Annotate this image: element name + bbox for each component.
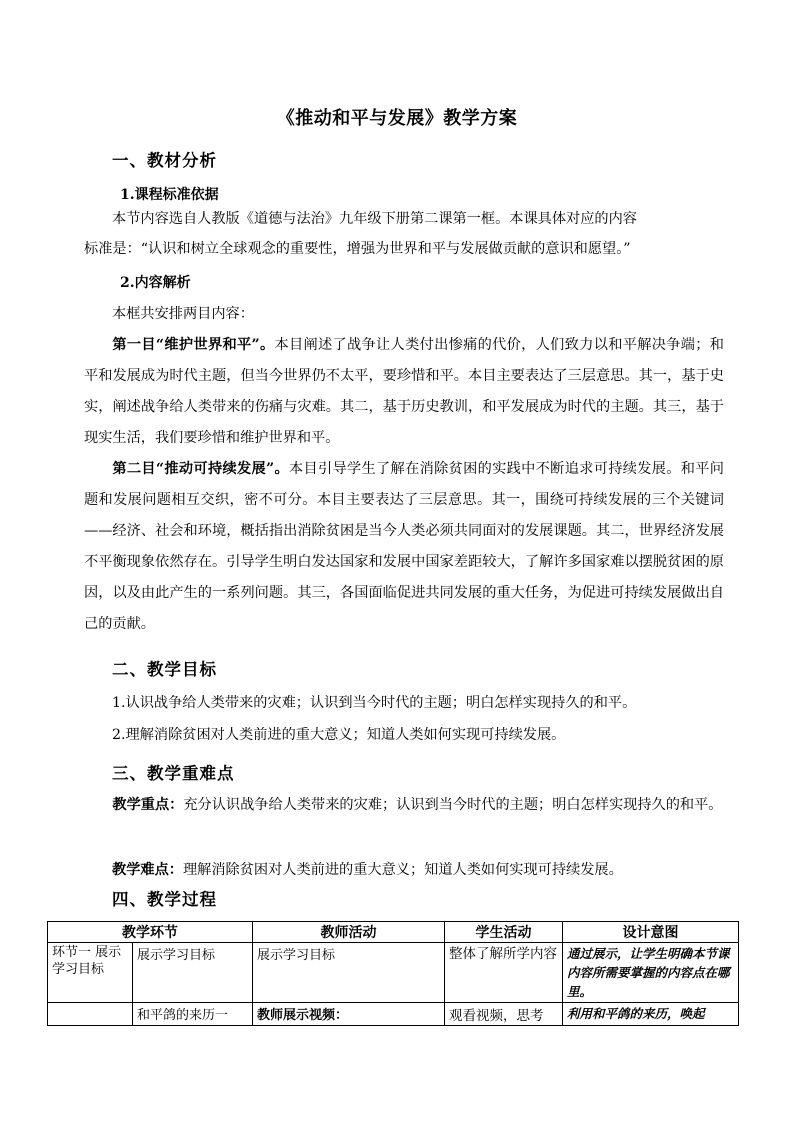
cell-stage (48, 1003, 133, 1026)
second-item-title: 第二目“推动可持续发展”。 (112, 461, 289, 477)
paragraph-key-point (84, 790, 724, 821)
header-stage: 教学环节 (48, 922, 253, 943)
paragraph-line: 本节内容选自人教版《道德与法治》九年级下册第二课第一框。本课具体对应的内容 (112, 211, 637, 227)
teaching-process-table (47, 921, 739, 1026)
section-heading-textbook-analysis: 一、教材分析 (112, 151, 217, 170)
document-title: 《推动和平与发展》教学方案 (276, 108, 518, 129)
cell-student: 整体了解所学内容 (445, 943, 563, 1003)
section-heading-teaching-goals: 二、教学目标 (112, 660, 217, 679)
table-header-row (48, 922, 739, 943)
cell-student: 观看视频，思考 (445, 1003, 563, 1026)
goal-item: 1.认识战争给人类带来的灾难；认识到当今时代的主题；明白怎样实现持久的和平。 (112, 695, 637, 711)
section-heading-key-difficult: 三、教学重难点 (112, 764, 235, 783)
cell-stage: 环节一 展示学习目标 (48, 943, 133, 1003)
key-point-text: 充分认识战争给人类带来的灾难；认识到当今时代的主题；明白怎样实现持久的和平。 (183, 797, 723, 813)
paragraph-difficult-point (112, 859, 762, 879)
difficult-point-text: 理解消除贫困对人类前进的重大意义；知道人类如何实现可持续发展。 (182, 862, 623, 878)
paragraph-second-item (84, 454, 724, 640)
first-item-text: 本目阐述了战争让人类付出惨痛的代价，人们致力以和平解决争端；和平和发展成为时代主题，但当今世界仍不太平，要珍惜和平。本目主要表达了三层意思。其一，基于史实，阐述战争给人类带来的伤痛与灾难。其二，基于历史教训，和平发展成为时代的主题。其三，基于现实生活，我们要珍惜和维护世界和平。 (84, 337, 724, 446)
second-item-text: 本目引导学生了解在消除贫困的实践中不断追求可持续发展。和平问题和发展问题相互交织，密不可分。本目主要表达了三层意思。其一，围绕可持续发展的三个关键词——经济、社会和环境，概括指出消除贫困是当今人类必须共同面对的发展课题。其二，世界经济发展不平衡现象依然存在。引导学生明白发达国家和发展中国家差距较大，了解许多国家难以摆脱贫困的原因，以及由此产生的一系列问题。其三，各国面临促进共同发展的重大任务，为促进可持续发展做出自己的贡献。 (84, 461, 724, 632)
header-design: 设计意图 (563, 922, 739, 943)
cell-design: 利用和平鸽的来历，唤起 (563, 1003, 739, 1026)
first-item-title: 第一目“维护世界和平”。 (112, 337, 275, 353)
section-heading-teaching-process: 四、教学过程 (112, 890, 217, 909)
cell-design: 通过展示，让学生明确本节课内容所需要掌握的内容点在哪里。 (563, 943, 739, 1003)
paragraph-line: 标准是：“认识和树立全球观念的重要性，增强为世界和平与发展做贡献的意识和愿望。” (84, 241, 631, 257)
subheading-content-analysis: 2.内容解析 (120, 275, 191, 291)
cell-sub-stage: 和平鸽的来历一 (133, 1003, 253, 1026)
key-point-label: 教学重点： (112, 797, 184, 813)
cell-sub-stage: 展示学习目标 (133, 943, 253, 1003)
goal-item: 2.理解消除贫困对人类前进的重大意义；知道人类如何实现可持续发展。 (112, 727, 566, 743)
cell-teacher: 教师展示视频： (253, 1003, 445, 1026)
subheading-curriculum-standard: 1.课程标准依据 (120, 187, 219, 203)
cell-teacher: 展示学习目标 (253, 943, 445, 1003)
header-student: 学生活动 (445, 922, 563, 943)
paragraph-intro: 本框共安排两目内容： (112, 306, 254, 322)
header-teacher: 教师活动 (253, 922, 445, 943)
table-row (48, 1003, 739, 1026)
difficult-point-label: 教学难点： (112, 862, 183, 878)
paragraph-first-item (84, 330, 724, 454)
table-row (48, 943, 739, 1003)
